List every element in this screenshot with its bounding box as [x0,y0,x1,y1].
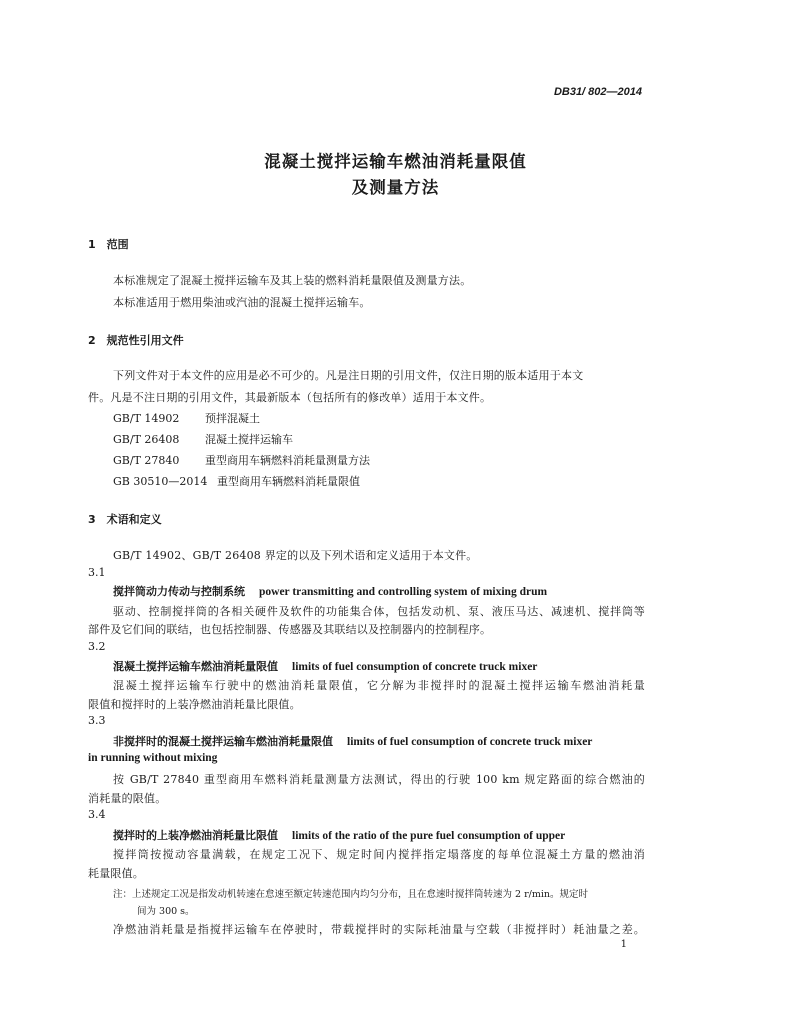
reference-code: GB/T 27840 [113,454,180,467]
term-heading [113,733,592,749]
term-definition-line2: 部件及它们间的联结，也包括控制器、传感器及其联结以及控制器内的控制程序。 [88,623,492,636]
term-heading [113,658,537,674]
term-definition-line2: 消耗量的限值。 [88,792,167,805]
term-definition-line1: 驱动、控制搅拌筒的各相关硬件及软件的功能集合体，包括发动机、泵、液压马达、减速机、搅拌筒等 [113,605,645,618]
term-definition-line2: 耗量限值。 [88,867,144,880]
term-zh: 混凝土搅拌运输车燃油消耗量限值 [113,660,278,673]
reference-title: 重型商用车辆燃料消耗量限值 [217,475,360,488]
reference-title: 混凝土搅拌运输车 [205,433,293,446]
document-title-line1: 混凝土搅拌运输车燃油消耗量限值 [264,152,527,171]
term-definition-line1: 混凝土搅拌运输车行驶中的燃油消耗量限值，它分解为非搅拌时的混凝土搅拌运输车燃油消耗量 [113,679,645,692]
section-2-paragraph-line2: 件。凡是不注日期的引用文件，其最新版本（包括所有的修改单）适用于本文件。 [88,391,492,404]
term-definition-last: 净燃油消耗量是指搅拌运输车在停驶时，带载搅拌时的实际耗油量与空载（非搅拌时）耗油量之差。 [113,923,645,936]
term-en: limits of fuel consumption of concrete truck mixer [347,736,593,748]
term-definition-line1: 搅拌筒按搅动容量满载，在规定工况下、规定时间内搅拌指定塌落度的每单位混凝土方量的燃油消 [113,848,645,861]
clause-number: 3.4 [88,808,106,821]
note-line2: 间为 300 s。 [137,906,195,917]
reference-item [113,452,370,468]
reference-title: 重型商用车辆燃料消耗量测量方法 [205,454,370,467]
section-1-paragraph-2: 本标准适用于燃用柴油或汽油的混凝土搅拌运输车。 [113,296,371,309]
section-3-heading: 3 术语和定义 [88,513,162,526]
document-code: DB31/ 802—2014 [553,86,642,98]
clause-number: 3.1 [88,566,106,579]
section-1-paragraph-1: 本标准规定了混凝土搅拌运输车及其上装的燃料消耗量限值及测量方法。 [113,274,472,287]
reference-item [113,473,360,489]
term-zh: 搅拌筒动力传动与控制系统 [113,585,245,598]
term-en: limits of fuel consumption of concrete truck mixer [292,661,538,673]
term-zh: 非搅拌时的混凝土搅拌运输车燃油消耗量限值 [113,735,333,748]
document-title-line2: 及测量方法 [351,178,440,197]
reference-title: 预拌混凝土 [205,412,260,425]
term-en: limits of the ratio of the pure fuel consumption of upper [292,830,566,842]
clause-number: 3.2 [88,640,106,653]
reference-code: GB 30510—2014 [113,475,208,488]
reference-code: GB/T 26408 [113,433,180,446]
term-heading [113,583,547,599]
term-definition-line1: 按 GB/T 27840 重型商用车燃料消耗量测量方法测试，得出的行驶 100 km 规定路面的综合燃油的 [113,773,645,786]
term-en: power transmitting and controlling system of mixing drum [259,586,548,598]
clause-number: 3.3 [88,714,106,727]
reference-item [113,410,260,426]
term-heading [113,827,565,843]
section-3-intro: GB/T 14902、GB/T 26408 界定的以及下列术语和定义适用于本文件。 [113,549,478,562]
note-line1: 注：上述规定工况是指发动机转速在怠速至额定转速范围内均匀分布，且在怠速时搅拌筒转速为 2 r/min。规定时 [113,889,588,900]
section-2-paragraph-line1: 下列文件对于本文件的应用是必不可少的。凡是注日期的引用文件，仅注日期的版本适用于本文 [113,369,584,382]
page-number: 1 [620,939,627,950]
reference-item [113,431,293,447]
term-zh: 搅拌时的上装净燃油消耗量比限值 [113,829,278,842]
section-1-heading: 1 范围 [88,238,129,251]
term-en-continued: in running without mixing [88,752,218,764]
term-definition-line2: 限值和搅拌时的上装净燃油消耗量比限值。 [88,698,301,711]
section-2-heading: 2 规范性引用文件 [88,334,184,347]
reference-code: GB/T 14902 [113,412,180,425]
